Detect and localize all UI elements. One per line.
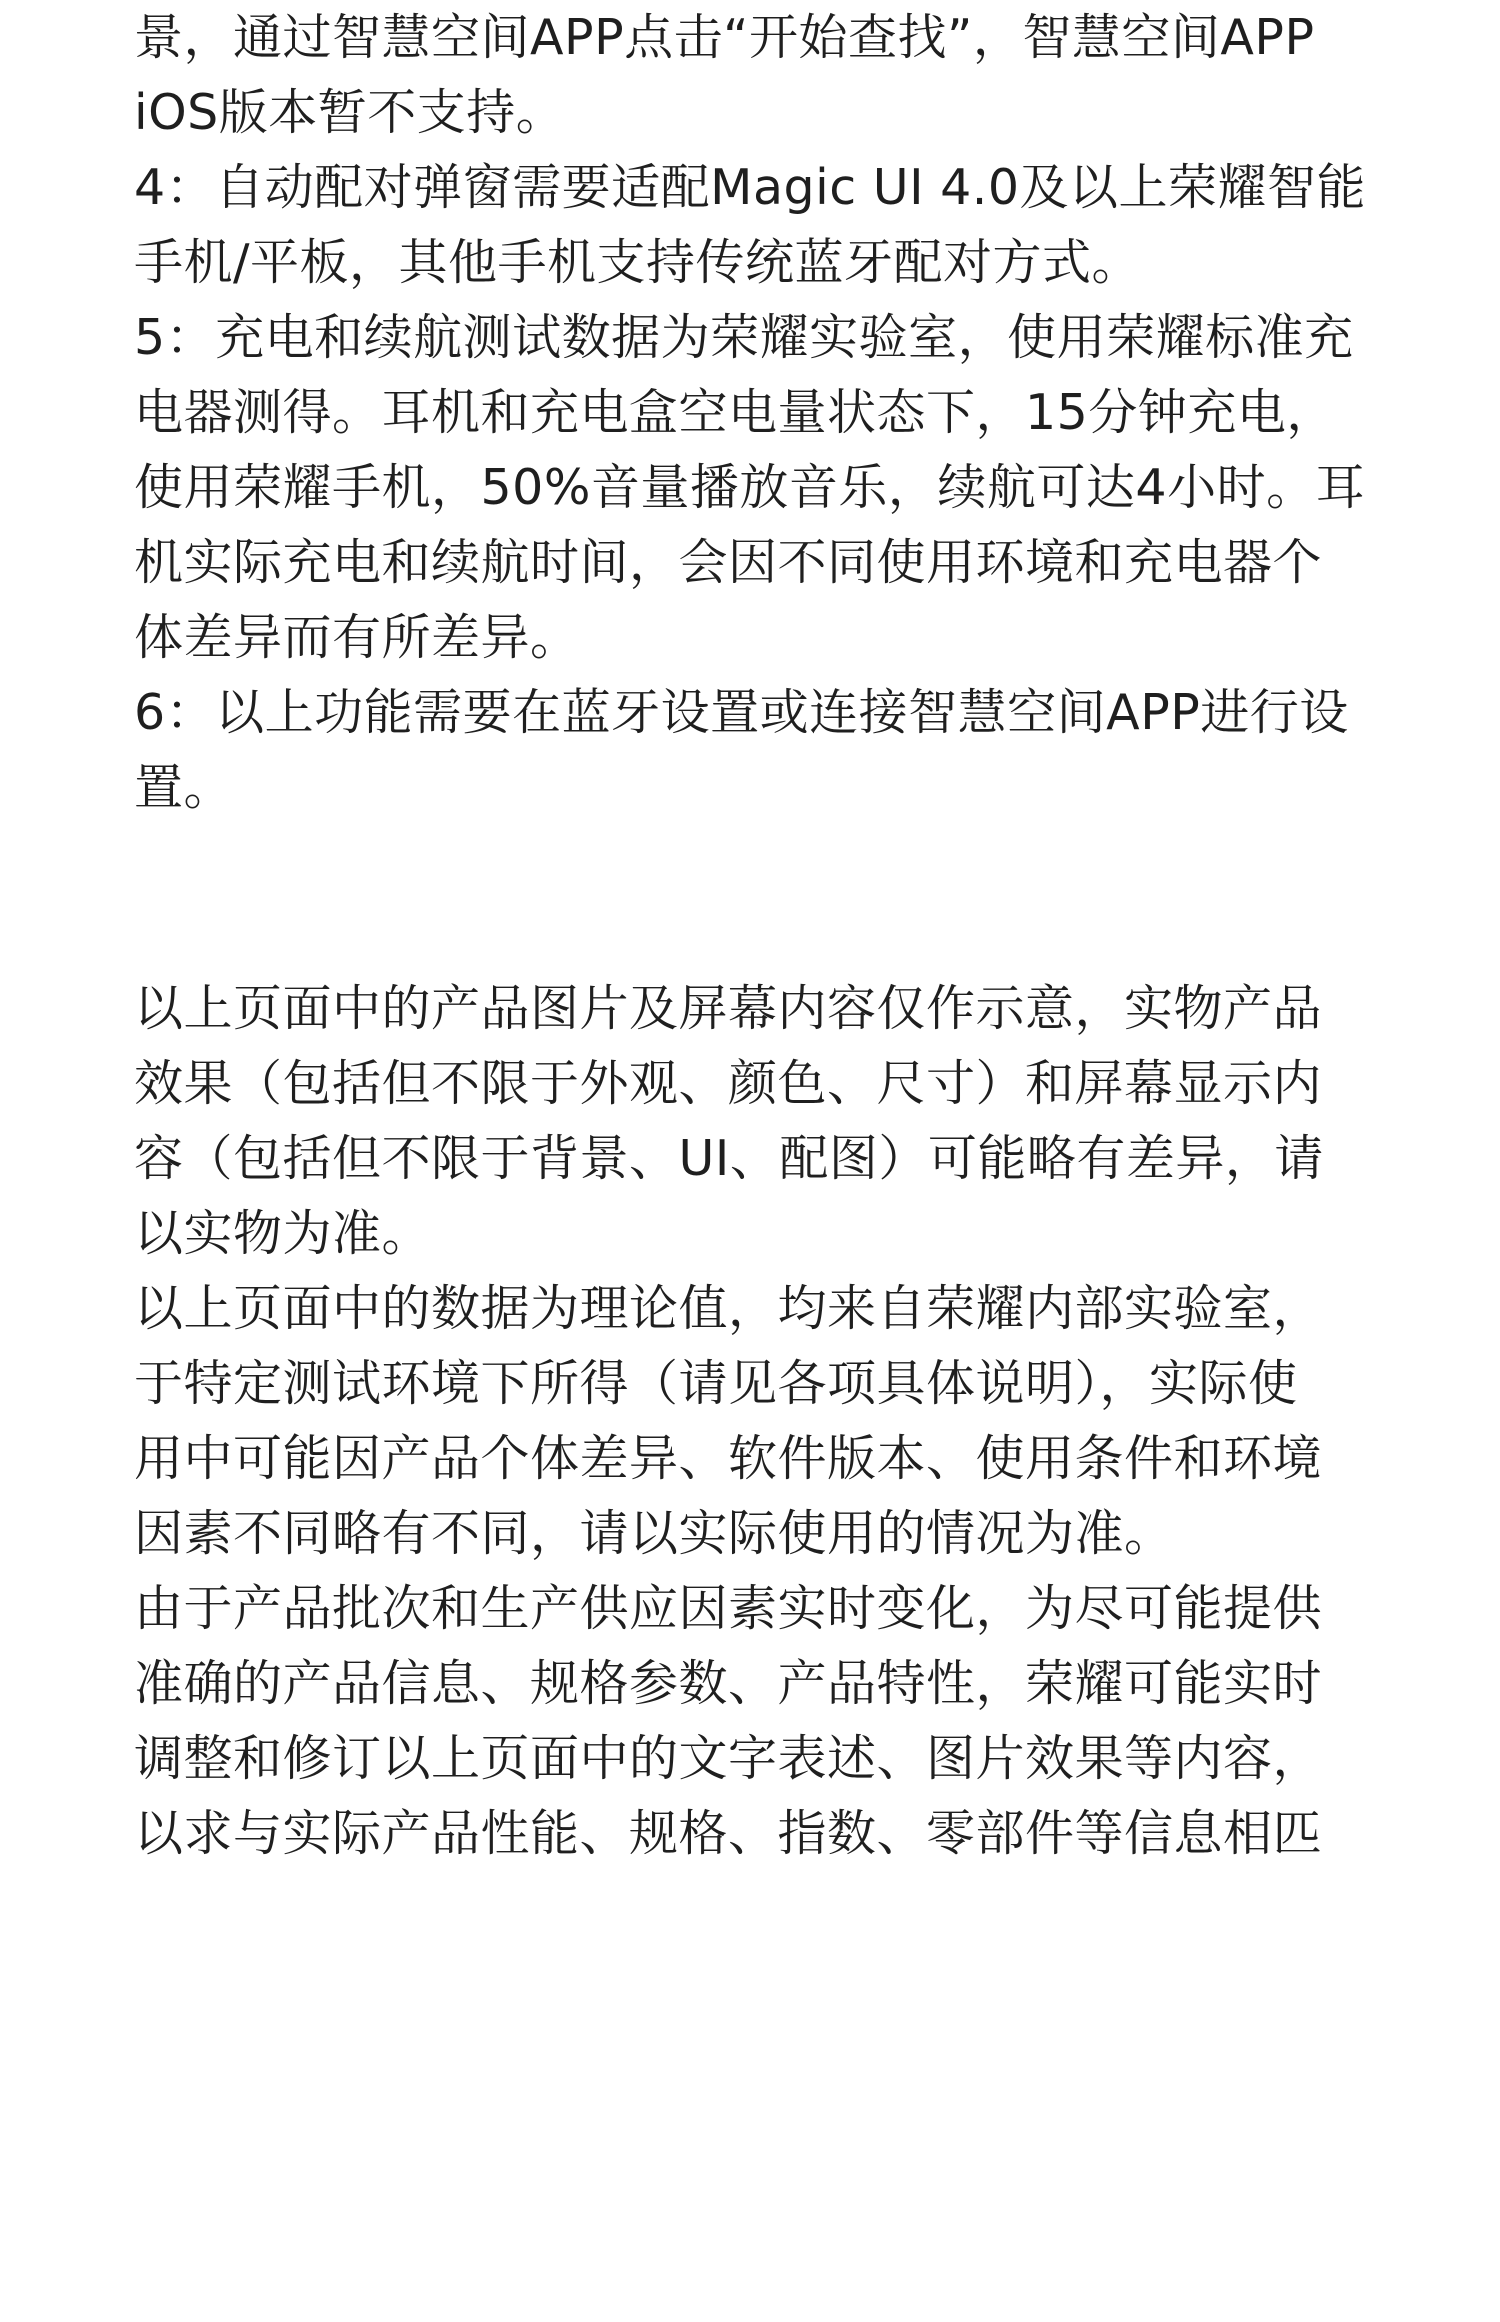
disclaimer-section: [134, 971, 1366, 1871]
footnotes-section: [134, 0, 1366, 825]
footnote-line: 4：自动配对弹窗需要适配Magic UI 4.0及以上荣耀智能: [134, 159, 1367, 216]
disclaimer-line: 效果（包括但不限于外观、颜色、尺寸）和屏幕显示内: [134, 1055, 1323, 1112]
disclaimer-line: 因素不同略有不同，请以实际使用的情况为准。: [134, 1505, 1174, 1562]
footnote-line: 5：充电和续航测试数据为荣耀实验室，使用荣耀标准充: [134, 309, 1354, 366]
disclaimer-line: 由于产品批次和生产供应因素实时变化，为尽可能提供: [134, 1580, 1323, 1637]
disclaimer-line: 准确的产品信息、规格参数、产品特性，荣耀可能实时: [134, 1655, 1323, 1712]
footnote-line: 6：以上功能需要在蓝牙设置或连接智慧空间APP进行设: [134, 684, 1349, 741]
footnote-line: 手机/平板，其他手机支持传统蓝牙配对方式。: [134, 234, 1142, 291]
disclaimer-line: 调整和修订以上页面中的文字表述、图片效果等内容，: [134, 1730, 1323, 1787]
disclaimer-line: 以求与实际产品性能、规格、指数、零部件等信息相匹: [134, 1805, 1323, 1862]
disclaimer-line: 以上页面中的数据为理论值，均来自荣耀内部实验室，: [134, 1280, 1323, 1337]
disclaimer-line: 于特定测试环境下所得（请见各项具体说明），实际使: [134, 1355, 1298, 1412]
disclaimer-line: 用中可能因产品个体差异、软件版本、使用条件和环境: [134, 1430, 1323, 1487]
footnote-line: 电器测得。耳机和充电盒空电量状态下，15分钟充电，: [134, 384, 1336, 441]
footnote-line: 机实际充电和续航时间，会因不同使用环境和充电器个: [134, 534, 1323, 591]
footnote-line: 景，通过智慧空间APP点击“开始查找”，智慧空间APP: [134, 9, 1315, 66]
footnote-line: 使用荣耀手机，50%音量播放音乐，续航可达4小时。耳: [134, 459, 1366, 516]
footnote-line: 置。: [134, 759, 234, 816]
footnote-line: 体差异而有所差异。: [134, 609, 580, 666]
disclaimer-line: 以上页面中的产品图片及屏幕内容仅作示意，实物产品: [134, 980, 1323, 1037]
disclaimer-line: 容（包括但不限于背景、UI、配图）可能略有差异，请: [134, 1130, 1324, 1187]
disclaimer-line: 以实物为准。: [134, 1205, 432, 1262]
footnote-line: iOS版本暂不支持。: [134, 84, 566, 141]
